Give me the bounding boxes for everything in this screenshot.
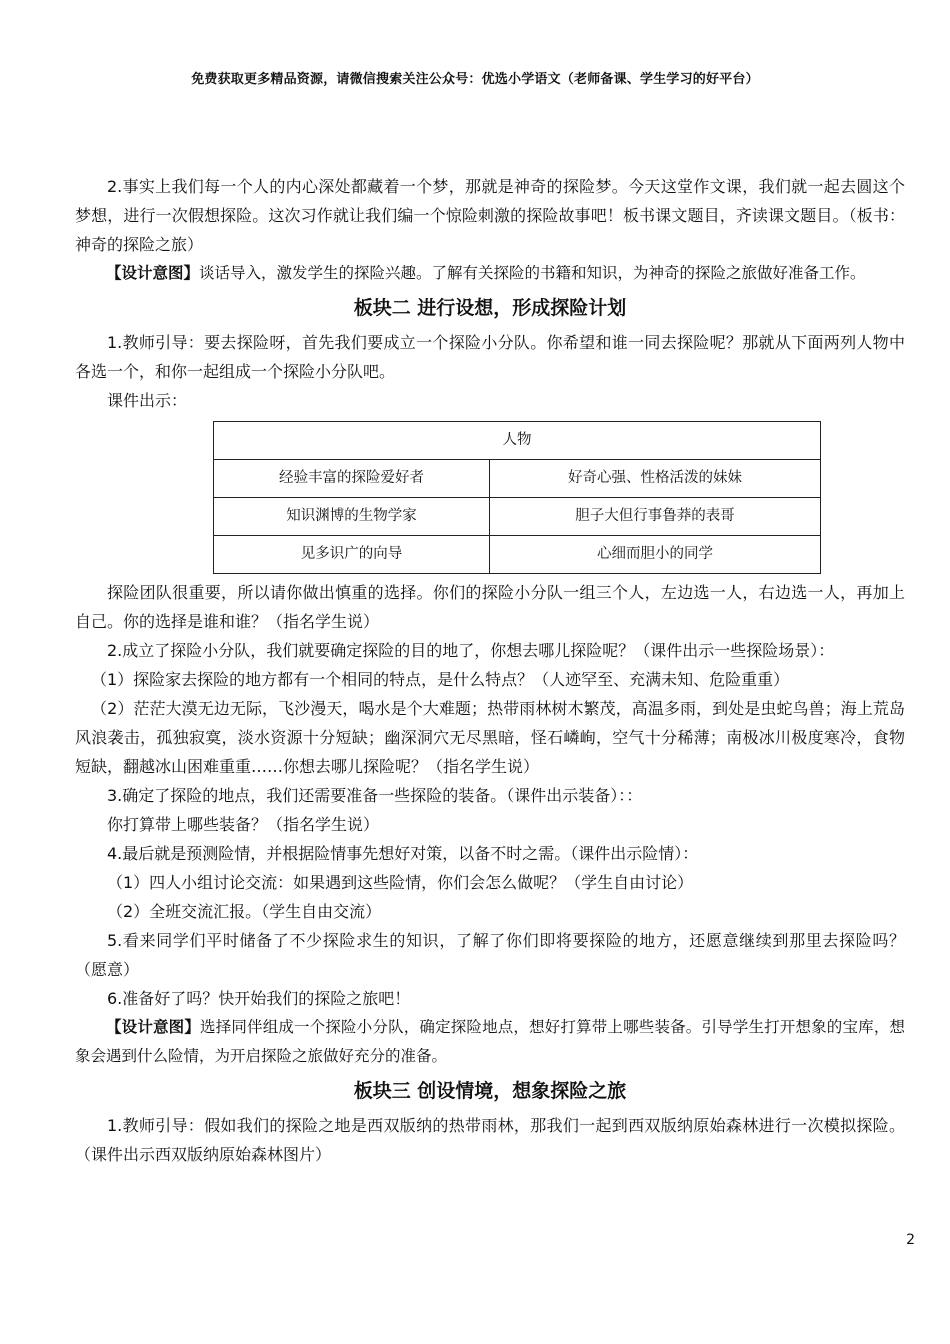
table-header: 人物 <box>214 422 821 460</box>
paragraph: 你打算带上哪些装备？（指名学生说） <box>107 815 380 834</box>
table-cell: 胆子大但行事鲁莽的表哥 <box>490 498 821 536</box>
paragraph: 6.准备好了吗？快开始我们的探险之旅吧！ <box>107 989 411 1008</box>
paragraph: 2.成立了探险小分队，我们就要确定探险的目的地了，你想去哪儿探险呢？（课件出示一些探险场景）： <box>107 641 835 660</box>
section-heading-3: 板块三 创设情境，想象探险之旅 <box>353 1080 627 1102</box>
paragraph: 探险团队很重要，所以请你做出慎重的选择。你们的探险小分队一组三个人，左边选一人，右边选一人，再加上自己。你的选择是谁和谁？（指名学生说） <box>75 583 905 631</box>
table-row <box>214 536 821 574</box>
paragraph: 5.看来同学们平时储备了不少探险求生的知识，了解了你们即将要探险的地方，还愿意继续到那里去探险吗？（愿意） <box>75 931 905 979</box>
table-row <box>214 460 821 498</box>
table-cell: 知识渊博的生物学家 <box>214 498 490 536</box>
design-intent-text: 谈话导入，激发学生的探险兴趣。了解有关探险的书籍和知识，为神奇的探险之旅做好准备工作。 <box>199 264 866 282</box>
paragraph: 1.教师引导：假如我们的探险之地是西双版纳的热带雨林，那我们一起到西双版纳原始森林进行一次模拟探险。（课件出示西双版纳原始森林图片） <box>75 1116 905 1164</box>
paragraph: （1）四人小组讨论交流：如果遇到这些险情，你们会怎么做呢？（学生自由讨论） <box>107 873 694 892</box>
table-cell: 好奇心强、性格活泼的妹妹 <box>490 460 821 498</box>
design-intent-label: 【设计意图】 <box>106 1018 201 1036</box>
design-intent-1 <box>75 259 905 288</box>
section-heading-2: 板块二 进行设想，形成探险计划 <box>353 297 627 319</box>
paragraph: 3.确定了探险的地点，我们还需要准备一些探险的装备。（课件出示装备）：： <box>107 786 643 805</box>
design-intent-text: 选择同伴组成一个探险小分队，确定探险地点，想好打算带上哪些装备。引导学生打开想象的宝库，想象会遇到什么险情，为开启探险之旅做好充分的准备。 <box>75 1018 905 1065</box>
table-cell: 经验丰富的探险爱好者 <box>214 460 490 498</box>
people-table <box>213 421 821 574</box>
paragraph: （2）全班交流汇报。（学生自由交流） <box>107 902 382 921</box>
design-intent-label: 【设计意图】 <box>106 264 200 282</box>
paragraph: 4.最后就是预测险情，并根据险情事先想好对策，以备不时之需。（课件出示险情）： <box>107 844 699 863</box>
table-row <box>214 498 821 536</box>
table-cell: 心细而胆小的同学 <box>490 536 821 574</box>
page-number: 2 <box>906 1232 915 1248</box>
paragraph-intro: 2.事实上我们每一个人的内心深处都藏着一个梦，那就是神奇的探险梦。今天这堂作文课，我们就一起去圆这个梦想，进行一次假想探险。这次习作就让我们编一个惊险刺激的探险故事吧！板书课文题目，齐读课文题目。（板书：神奇的探险之旅） <box>75 177 905 254</box>
header-note: 免费获取更多精品资源，请微信搜索关注公众号：优选小学语文（老师备课、学生学习的好平台） <box>191 72 759 87</box>
paragraph: （2）茫茫大漠无边无际，飞沙漫天，喝水是个大难题；热带雨林树木繁茂，高温多雨，到处是虫蛇鸟兽；海上荒岛风浪袭击，孤独寂寞，淡水资源十分短缺；幽深洞穴无尽黑暗，怪石嶙峋，空气十分稀薄；南极冰川极度寒冷，食物短缺，翻越冰山困难重重……你想去哪儿探险呢？（指名学生说） <box>75 699 905 776</box>
paragraph: （1）探险家去探险的地方都有一个相同的特点，是什么特点？（人迹罕至、充满未知、危险重重） <box>91 670 790 689</box>
table-cell: 见多识广的向导 <box>214 536 490 574</box>
paragraph: 1.教师引导：要去探险呀，首先我们要成立一个探险小分队。你希望和谁一同去探险呢？那就从下面两列人物中各选一个，和你一起组成一个探险小分队吧。 <box>75 333 905 381</box>
design-intent-2 <box>75 1013 905 1071</box>
document-body <box>75 172 905 1169</box>
paragraph: 课件出示： <box>107 391 188 410</box>
